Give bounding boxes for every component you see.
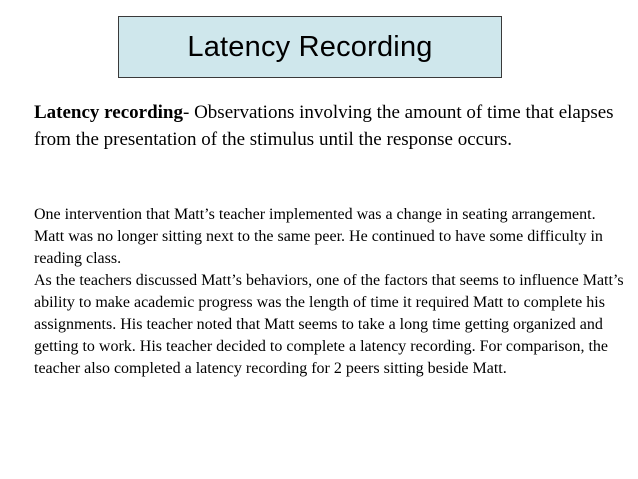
definition-term: Latency recording — [34, 102, 183, 123]
scenario-paragraph-1: One intervention that Matt’s teacher implemented was a change in seating arrangement. Matt was no longer sitting next to the same peer. He continued to have some difficulty in reading class. — [34, 206, 603, 267]
definition-text: - Observations involving the amount of time that elapses from the presentation of the stimulus until the response occurs. — [34, 102, 614, 150]
slide-title: Latency Recording — [187, 30, 433, 63]
scenario-text — [34, 204, 624, 380]
slide-title-box — [118, 16, 502, 78]
scenario-paragraph-2: As the teachers discussed Matt’s behaviors, one of the factors that seems to influence Matt’s ability to make academic progress was the length of time it required Matt to complete his assignments. His teacher noted that Matt seems to take a long time getting organized and getting to work. His teacher decided to complete a latency recording. For comparison, the teacher also completed a latency recording for 2 peers sitting beside Matt. — [34, 272, 624, 377]
definition-paragraph — [34, 99, 624, 153]
